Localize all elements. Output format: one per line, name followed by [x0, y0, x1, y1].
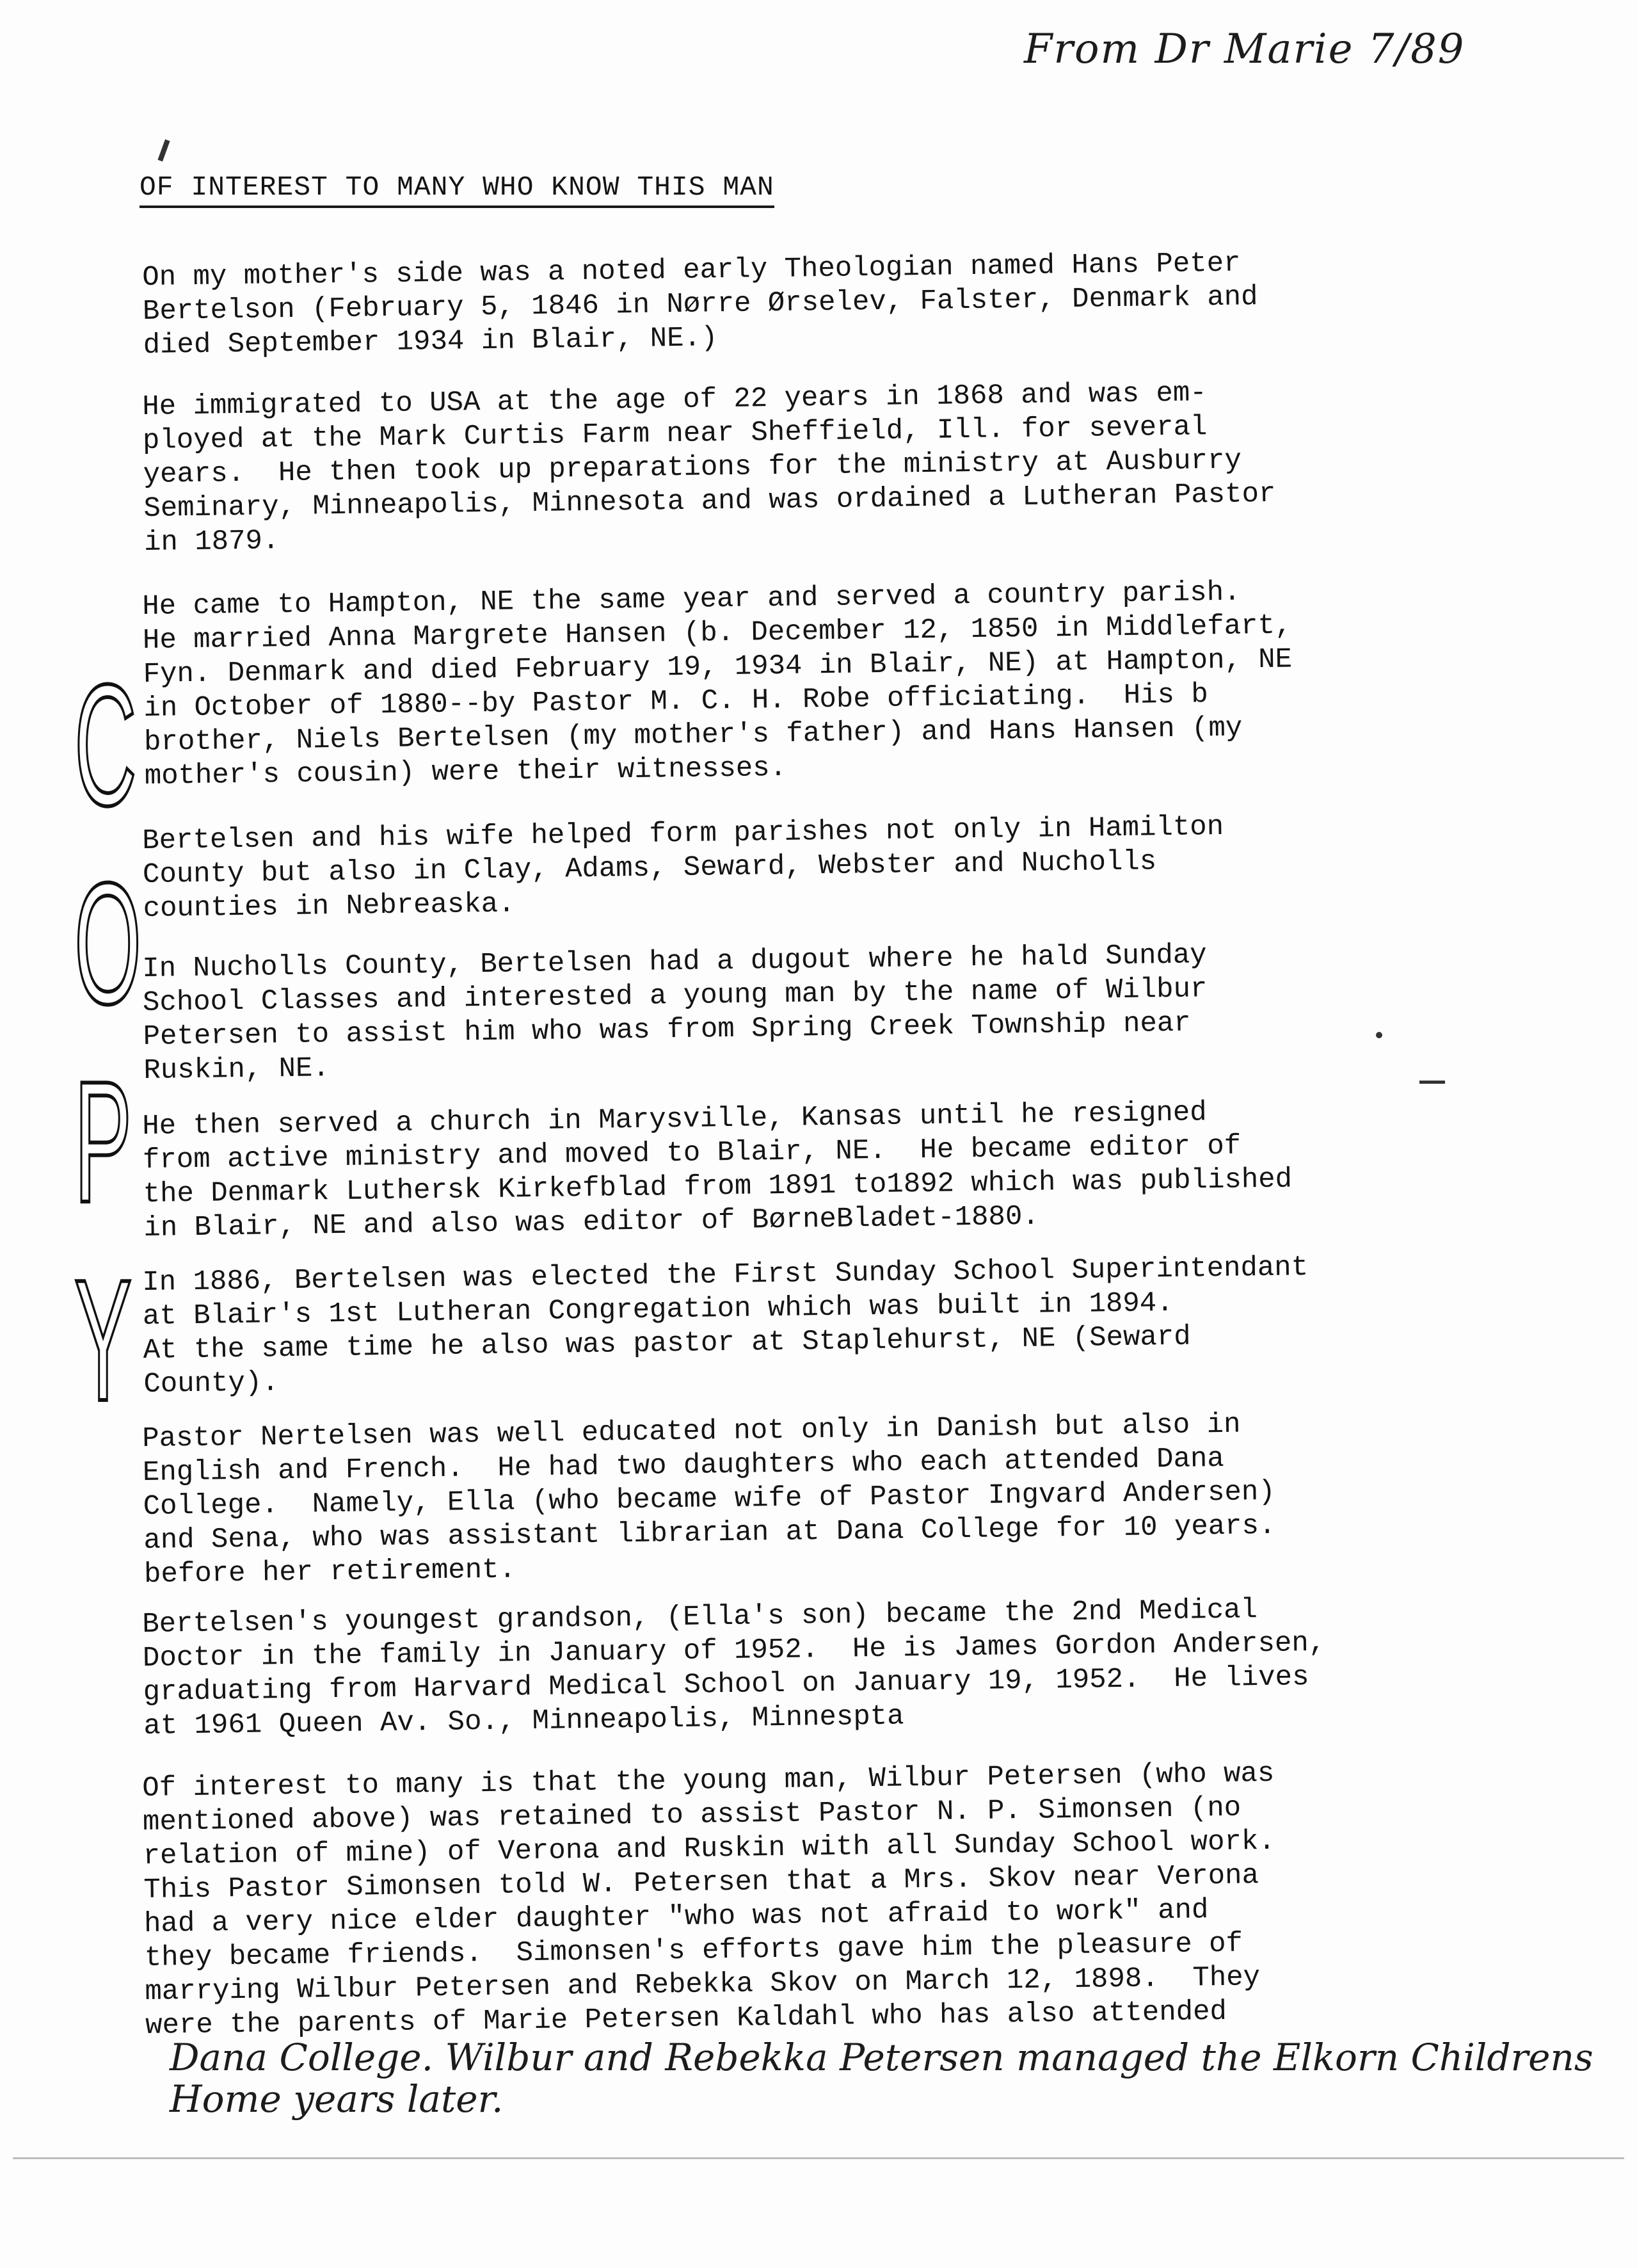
- text-line: He married Anna Margrete Hansen (b. December 12, 1850 in Middlefart,: [142, 609, 1292, 657]
- text-line: County but also in Clay, Adams, Seward, Webster and Nucholls: [142, 846, 1157, 891]
- paragraph-10: [142, 1755, 1457, 2043]
- text-line: School Classes and interested a young man by the name of Wilbur: [142, 973, 1208, 1019]
- copy-stamp-letter-y: Y: [74, 1244, 132, 1437]
- text-line: graduating from Harvard Medical School on January 19, 1952. He lives: [143, 1661, 1309, 1709]
- copy-stamp: [74, 647, 151, 1440]
- text-line: from active ministry and moved to Blair, NE. He became editor of: [142, 1130, 1242, 1177]
- document-title: OF INTEREST TO MANY WHO KNOW THIS MAN: [140, 172, 774, 208]
- paragraph-1: [142, 244, 1455, 363]
- text-line: Pastor Nertelsen was well educated not only in Danish but also in: [142, 1408, 1241, 1455]
- handwritten-footer-line-2: Home years later.: [170, 2077, 504, 2121]
- text-line: marrying Wilbur Petersen and Rebekka Skov on March 12, 1898. They: [145, 1961, 1261, 2008]
- text-line: years. He then took up preparations for the ministry at Ausburry: [143, 444, 1242, 491]
- scan-edge-line: [13, 2157, 1624, 2159]
- text-line: before her retirement.: [143, 1554, 516, 1591]
- handwritten-header-note: From Dr Marie 7/89: [1024, 26, 1465, 73]
- text-line: Petersen to assist him who was from Spring Creek Township near: [143, 1007, 1191, 1053]
- handwritten-footer-line-1: Dana College. Wilbur and Rebekka Petersen managed the Elkorn Childrens: [170, 2036, 1593, 2079]
- paragraph-6: [142, 1093, 1456, 1246]
- paragraph-8: [142, 1405, 1456, 1592]
- pen-mark: [1376, 1032, 1382, 1038]
- text-line: In 1886, Bertelsen was elected the First Sunday School Superintendant: [142, 1251, 1309, 1299]
- text-line: On my mother's side was a noted early Theologian named Hans Peter: [142, 247, 1241, 294]
- paragraph-9: [142, 1591, 1456, 1744]
- copy-stamp-letter-c: C: [74, 649, 137, 842]
- text-line: in Blair, NE and also was editor of BørneBladet-1880.: [143, 1200, 1040, 1244]
- pen-mark: [1419, 1081, 1445, 1084]
- text-line: counties in Nebreaska.: [143, 888, 515, 925]
- text-line: at Blair's 1st Lutheran Congregation which was built in 1894.: [142, 1287, 1174, 1333]
- text-line: Fyn. Denmark and died February 19, 1934 in Blair, NE) at Hampton, NE: [143, 643, 1293, 691]
- copy-stamp-letter-p: P: [74, 1046, 132, 1239]
- text-line: at 1961 Queen Av. So., Minneapolis, Minnespta: [143, 1700, 904, 1742]
- text-line: He came to Hampton, NE the same year and served a country parish.: [142, 576, 1241, 623]
- text-line: Of interest to many is that the young man, Wilbur Petersen (who was: [142, 1757, 1275, 1805]
- text-line: and Sena, who was assistant librarian at Dana College for 10 years.: [143, 1509, 1276, 1557]
- text-line: Doctor in the family in January of 1952. He is James Gordon Andersen,: [142, 1627, 1326, 1675]
- paragraph-7: [142, 1249, 1456, 1402]
- text-line: He then served a church in Marysville, Kansas until he resigned: [142, 1097, 1208, 1143]
- text-line: County).: [143, 1367, 279, 1401]
- text-line: At the same time he also was pastor at Staplehurst, NE (Seward: [143, 1321, 1191, 1367]
- text-line: were the parents of Marie Petersen Kaldahl who has also attended: [145, 1995, 1227, 2042]
- text-line: Seminary, Minneapolis, Minnesota and was ordained a Lutheran Pastor: [143, 478, 1276, 525]
- text-line: Ruskin, NE.: [143, 1052, 330, 1087]
- text-line: Bertelson (February 5, 1846 in Nørre Ørselev, Falster, Denmark and: [142, 281, 1258, 328]
- text-line: mother's cousin) were their witnesses.: [144, 752, 787, 792]
- paragraph-2: [142, 373, 1456, 560]
- text-line: brother, Niels Bertelsen (my mother's father) and Hans Hansen (my: [143, 712, 1243, 759]
- paragraph-5: [142, 935, 1456, 1088]
- text-line: they became friends. Simonsen's efforts gave him the pleasure of: [144, 1927, 1243, 1974]
- text-line: had a very nice elder daughter "who was not afraid to work" and: [143, 1894, 1209, 1940]
- text-line: He immigrated to USA at the age of 22 years in 1868 and was em-: [142, 377, 1208, 423]
- text-line: In Nucholls County, Bertelsen had a dugout where he hald Sunday: [142, 939, 1208, 985]
- text-line: in 1879.: [143, 525, 280, 559]
- text-line: died September 1934 in Blair, NE.): [143, 322, 718, 362]
- paragraph-3: [142, 573, 1457, 794]
- text-line: College. Namely, Ella (who became wife of Pastor Ingvard Andersen): [143, 1476, 1275, 1523]
- text-line: ployed at the Mark Curtis Farm near Sheffield, Ill. for several: [142, 411, 1208, 457]
- text-line: mentioned above) was retained to assist Pastor N. P. Simonsen (no: [142, 1792, 1242, 1838]
- text-line: English and French. He had two daughters who each attended Dana: [142, 1442, 1225, 1489]
- text-line: in October of 1880--by Pastor M. C. H. Robe officiating. His b: [143, 679, 1209, 725]
- pen-mark: [157, 140, 170, 162]
- text-line: relation of mine) of Verona and Ruskin with all Sunday School work.: [143, 1825, 1275, 1872]
- paragraph-4: [142, 807, 1455, 926]
- text-line: This Pastor Simonsen told W. Petersen that a Mrs. Skov near Verona: [143, 1860, 1259, 1906]
- text-line: Bertelsen's youngest grandson, (Ella's son) became the 2nd Medical: [142, 1594, 1258, 1641]
- copy-stamp-letter-o: O: [74, 848, 142, 1040]
- text-line: the Denmark Luthersk Kirkefblad from 1891 to1892 which was published: [143, 1163, 1293, 1210]
- text-line: Bertelsen and his wife helped form parishes not only in Hamilton: [142, 810, 1224, 857]
